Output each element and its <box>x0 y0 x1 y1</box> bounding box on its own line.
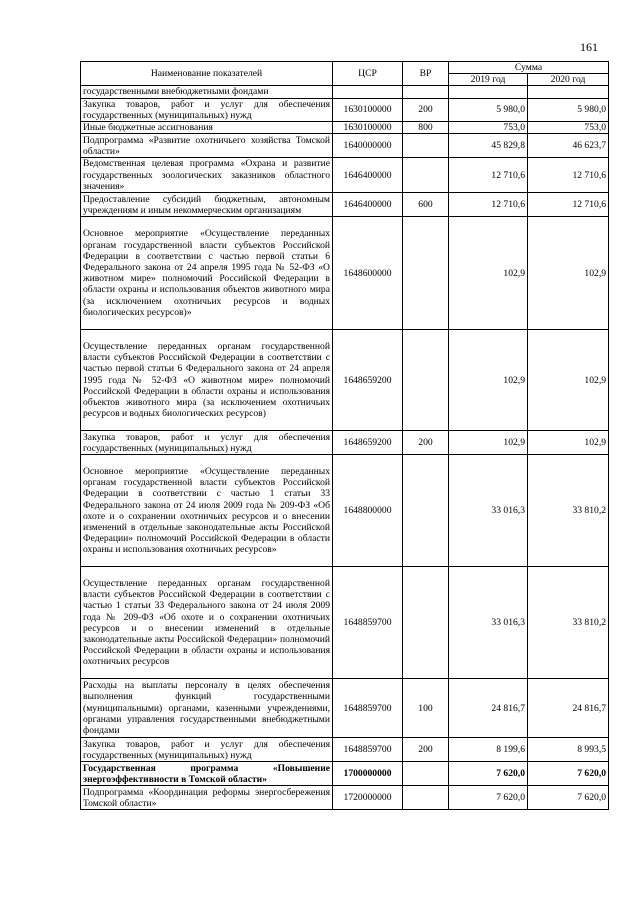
row-csr-cell: 1648859700 <box>333 567 403 679</box>
row-vr-cell: 600 <box>403 193 449 217</box>
row-csr-cell: 1630100000 <box>333 98 403 121</box>
row-vr-cell <box>403 455 449 567</box>
row-csr-cell: 1648659200 <box>333 330 403 431</box>
row-vr-cell: 200 <box>403 431 449 455</box>
row-2019-cell: 5 980,0 <box>449 98 528 121</box>
row-csr-cell: 1648859700 <box>333 679 403 738</box>
row-2019-cell <box>449 86 528 98</box>
row-2020-cell: 33 810,2 <box>528 567 609 679</box>
table-row <box>81 86 609 98</box>
row-vr-cell <box>403 217 449 330</box>
row-csr-cell: 1700000000 <box>333 762 403 786</box>
page-number: 161 <box>580 40 598 54</box>
row-2019-cell: 7 620,0 <box>449 762 528 786</box>
row-name-cell: Закупка товаров, работ и услуг для обеспечения государственных (муниципальных) нужд <box>81 98 333 121</box>
row-name-cell: Иные бюджетные ассигнования <box>81 122 333 134</box>
row-2019-cell: 753,0 <box>449 122 528 134</box>
row-csr-cell: 1630100000 <box>333 122 403 134</box>
row-name-cell: Осуществление переданных органам государственной власти субъектов Российской Федерации в соответствии с частью 1 статьи 33 Федерального закона от 24 июля 2009 года № 209-ФЗ «Об охоте и о сохранении охотничьих ресурсов и о внесении изменений в отдельные законодательные акты Российской Федерации» полномочий Российской Федерации в области охраны и использования охотничьих ресурсов <box>81 567 333 679</box>
row-2019-cell: 24 816,7 <box>449 679 528 738</box>
header-vr: ВР <box>403 62 449 86</box>
row-2020-cell: 102,9 <box>528 330 609 431</box>
row-vr-cell: 800 <box>403 122 449 134</box>
table-row <box>81 786 609 810</box>
table-row <box>81 679 609 738</box>
row-2019-cell: 102,9 <box>449 330 528 431</box>
header-sum: Сумма <box>449 62 609 74</box>
row-vr-cell: 100 <box>403 679 449 738</box>
row-name-cell: Предоставление субсидий бюджетным, автономным учреждениям и иным некоммерческим организациям <box>81 193 333 217</box>
row-name-cell: Закупка товаров, работ и услуг для обеспечения государственных (муниципальных) нужд <box>81 431 333 455</box>
row-csr-cell: 1640000000 <box>333 134 403 158</box>
row-2020-cell: 7 620,0 <box>528 786 609 810</box>
header-year-2019: 2019 год <box>449 74 528 86</box>
row-2019-cell: 45 829,8 <box>449 134 528 158</box>
table-row <box>81 134 609 158</box>
row-csr-cell: 1648600000 <box>333 217 403 330</box>
row-csr-cell: 1646400000 <box>333 193 403 217</box>
row-2020-cell <box>528 86 609 98</box>
row-vr-cell <box>403 762 449 786</box>
table-row <box>81 762 609 786</box>
table-row <box>81 158 609 193</box>
row-vr-cell <box>403 134 449 158</box>
row-2020-cell: 102,9 <box>528 217 609 330</box>
row-2019-cell: 33 016,3 <box>449 455 528 567</box>
row-vr-cell <box>403 330 449 431</box>
row-2019-cell: 102,9 <box>449 217 528 330</box>
table-row <box>81 431 609 455</box>
table-row <box>81 122 609 134</box>
row-name-cell: Основное мероприятие «Осуществление переданных органам государственной власти субъектов Российской Федерации в соответствии с частью первой статьи 6 Федерального закона от 24 апреля 1995 года № 52-ФЗ «О животном мире» полномочий Российской Федерации в области охраны и использования объектов животного мира (за исключением охотничьих ресурсов и водных биологических ресурсов)» <box>81 217 333 330</box>
table-row <box>81 455 609 567</box>
row-2019-cell: 12 710,6 <box>449 158 528 193</box>
row-2020-cell: 46 623,7 <box>528 134 609 158</box>
row-2019-cell: 12 710,6 <box>449 193 528 217</box>
row-name-cell: государственными внебюджетными фондами <box>81 86 333 98</box>
row-csr-cell: 1648659200 <box>333 431 403 455</box>
row-vr-cell <box>403 158 449 193</box>
row-name-cell: Расходы на выплаты персоналу в целях обеспечения выполнения функций государственными (муниципальными) органами, казенными учреждениями, органами управления государственными внебюджетными фондами <box>81 679 333 738</box>
table-row <box>81 193 609 217</box>
row-vr-cell <box>403 86 449 98</box>
row-vr-cell <box>403 567 449 679</box>
row-2020-cell: 102,9 <box>528 431 609 455</box>
row-2020-cell: 8 993,5 <box>528 738 609 762</box>
table-row <box>81 217 609 330</box>
header-csr: ЦСР <box>333 62 403 86</box>
row-vr-cell <box>403 786 449 810</box>
row-2020-cell: 5 980,0 <box>528 98 609 121</box>
row-csr-cell <box>333 86 403 98</box>
row-name-cell: Государственная программа «Повышение энергоэффективности в Томской области» <box>81 762 333 786</box>
row-2019-cell: 8 199,6 <box>449 738 528 762</box>
row-vr-cell: 200 <box>403 98 449 121</box>
row-2020-cell: 753,0 <box>528 122 609 134</box>
row-2020-cell: 7 620,0 <box>528 762 609 786</box>
row-name-cell: Ведомственная целевая программа «Охрана и развитие государственных зоологических заказников областного значения» <box>81 158 333 193</box>
header-year-2020: 2020 год <box>528 74 609 86</box>
row-csr-cell: 1720000000 <box>333 786 403 810</box>
row-name-cell: Подпрограмма «Развитие охотничьего хозяйства Томской области» <box>81 134 333 158</box>
table-row <box>81 330 609 431</box>
row-vr-cell: 200 <box>403 738 449 762</box>
table-row <box>81 98 609 121</box>
row-name-cell: Основное мероприятие «Осуществление переданных органам государственной власти субъектов Российской Федерации в соответствии с частью 1 статьи 33 Федерального закона от 24 июля 2009 года № 209-ФЗ «Об охоте и о сохранении охотничьих ресурсов и о внесении изменений в отдельные законодательные акты Российской Федерации» полномочий Российской Федерации в области охраны и использования охотничьих ресурсов» <box>81 455 333 567</box>
row-2019-cell: 7 620,0 <box>449 786 528 810</box>
header-name: Наименование показателей <box>81 62 333 86</box>
table-body <box>81 86 609 810</box>
table-row <box>81 738 609 762</box>
row-name-cell: Осуществление переданных органам государственной власти субъектов Российской Федерации в соответствии с частью первой статьи 6 Федерального закона от 24 апреля 1995 года № 52-ФЗ «О животном мире» полномочий Российской Федерации в области охраны и использования объектов животного мира (за исключением охотничьих ресурсов и водных биологических ресурсов) <box>81 330 333 431</box>
row-2020-cell: 24 816,7 <box>528 679 609 738</box>
row-2019-cell: 33 016,3 <box>449 567 528 679</box>
row-name-cell: Подпрограмма «Координация реформы энергосбережения Томской области» <box>81 786 333 810</box>
budget-table <box>80 61 609 810</box>
row-csr-cell: 1648800000 <box>333 455 403 567</box>
table-row <box>81 567 609 679</box>
row-2020-cell: 33 810,2 <box>528 455 609 567</box>
row-2020-cell: 12 710,6 <box>528 193 609 217</box>
row-name-cell: Закупка товаров, работ и услуг для обеспечения государственных (муниципальных) нужд <box>81 738 333 762</box>
row-csr-cell: 1648859700 <box>333 738 403 762</box>
row-2020-cell: 12 710,6 <box>528 158 609 193</box>
row-2019-cell: 102,9 <box>449 431 528 455</box>
row-csr-cell: 1646400000 <box>333 158 403 193</box>
